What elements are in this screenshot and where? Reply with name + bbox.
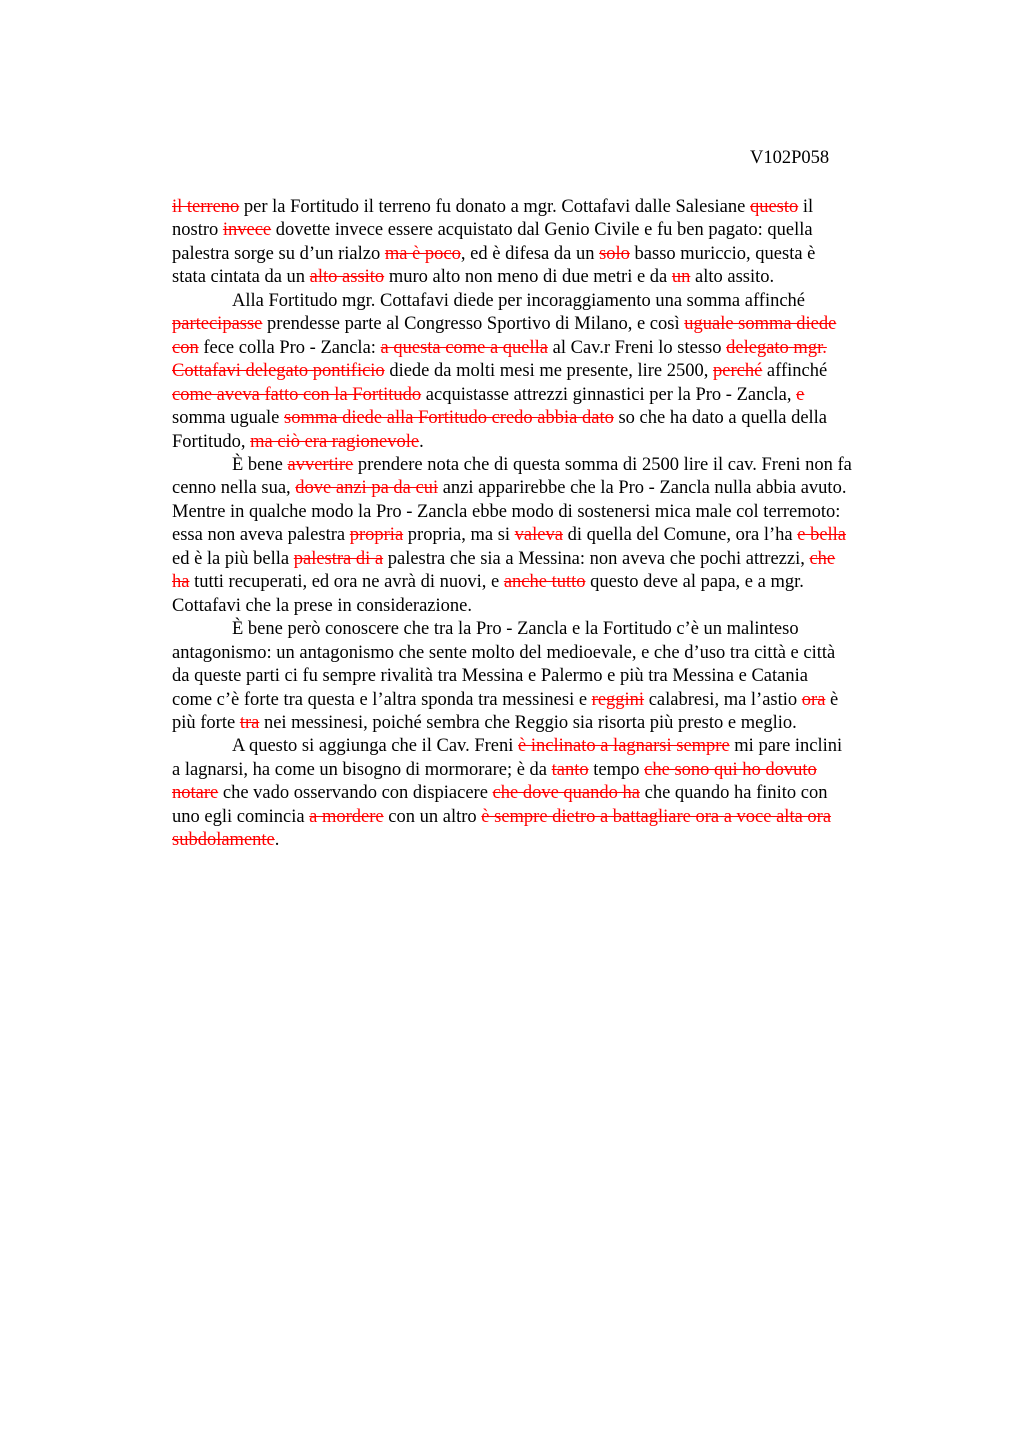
text-line	[172, 547, 835, 571]
text-segment: con un altro	[383, 806, 482, 827]
deleted-text: palestra di a	[293, 548, 384, 569]
text-segment: prendesse parte al Congresso Sportivo di Milano, e così	[262, 314, 685, 335]
text-line	[172, 805, 831, 829]
text-segment: fece colla Pro - Zancla:	[198, 337, 381, 358]
text-segment: che vado osservando con dispiacere	[218, 783, 493, 804]
text-segment: il	[798, 197, 814, 217]
text-segment: cenno nella sua,	[172, 478, 296, 499]
deleted-text: con	[172, 337, 199, 358]
document-id: V102P058	[750, 148, 830, 168]
deleted-text: avvertire	[287, 454, 354, 475]
text-segment: palestra che sia a Messina: non aveva che pochi attrezzi,	[383, 548, 810, 569]
text-segment: calabresi, ma l’astio	[644, 689, 802, 710]
text-segment: Cottafavi che la prese in considerazione.	[172, 595, 472, 616]
text-segment: palestra sorge su d’un rialzo	[172, 243, 385, 264]
deleted-text: tra	[239, 712, 260, 733]
deleted-text: un	[671, 267, 691, 288]
text-line	[172, 359, 827, 383]
deleted-text: notare	[172, 783, 219, 804]
text-segment: nostro	[172, 220, 223, 241]
text-segment: muro alto non meno di due metri e da	[384, 267, 672, 288]
text-line	[232, 734, 842, 758]
text-line	[172, 828, 279, 852]
text-segment: mi pare inclini	[729, 736, 843, 757]
text-segment: prendere nota che di questa somma di 2500 lire il cav. Freni non fa	[353, 454, 852, 475]
deleted-text: e bella	[797, 525, 847, 546]
deleted-text: partecipasse	[172, 314, 263, 335]
text-line	[232, 617, 799, 641]
text-segment: È bene	[232, 454, 288, 475]
text-segment: .	[274, 830, 280, 851]
deleted-text: è inclinato a lagnarsi sempre	[518, 736, 730, 757]
text-line	[232, 289, 805, 313]
text-segment: Mentre in qualche modo la Pro - Zancla ebbe modo di sostenersi mica male col terremoto:	[172, 501, 841, 522]
deleted-text: valeva	[514, 525, 563, 546]
text-segment: a lagnarsi, ha come un bisogno di mormorare; è da	[172, 759, 552, 780]
text-segment: tutti recuperati, ed ora ne avrà di nuovi, e	[189, 572, 504, 593]
text-segment: somma uguale	[172, 408, 285, 428]
text-line	[172, 265, 774, 289]
deleted-text: come aveva fatto con la Fortitudo	[172, 384, 422, 405]
text-segment: affinché	[762, 361, 828, 382]
text-line	[172, 758, 817, 782]
text-segment: questo deve al papa, e a mgr.	[585, 572, 804, 593]
deleted-text: subdolamente	[172, 830, 275, 851]
text-segment: È bene però conoscere che tra la Pro - Zancla e la Fortitudo c’è un malinteso	[232, 619, 799, 640]
text-segment: stata cintata da un	[172, 267, 310, 288]
text-segment: Alla Fortitudo mgr. Cottafavi diede per incoraggiamento una somma affinché	[232, 290, 806, 311]
text-line	[172, 242, 815, 266]
deleted-text: dove anzi pa da cui	[295, 478, 439, 499]
text-segment: di quella del Comune, ora l’ha	[562, 525, 798, 546]
deleted-text: questo	[749, 197, 799, 217]
deleted-text: che dove quando ha	[492, 783, 640, 804]
deleted-text: a questa come a quella	[380, 337, 548, 358]
text-segment: al Cav.r Freni lo stesso	[548, 337, 727, 358]
text-segment: basso muriccio, questa è	[629, 243, 816, 264]
text-segment: propria, ma si	[403, 525, 515, 546]
text-segment: dovette invece essere acquistato dal Genio Civile e fu ben pagato: quella	[271, 220, 813, 241]
text-segment: acquistasse attrezzi ginnastici per la Pro - Zancla,	[421, 384, 797, 405]
text-line	[172, 218, 813, 242]
deleted-text: alto assito	[309, 267, 385, 288]
text-segment: anzi apparirebbe che la Pro - Zancla nulla abbia avuto.	[438, 478, 847, 499]
text-line	[172, 570, 804, 594]
deleted-text: anche tutto	[503, 572, 586, 593]
deleted-text: delegato mgr.	[726, 337, 827, 358]
deleted-text: a mordere	[309, 806, 384, 827]
text-segment: nei messinesi, poiché sembra che Reggio sia risorta più presto e meglio.	[259, 712, 797, 733]
text-segment: tempo	[588, 759, 645, 780]
deleted-text: somma diede alla Fortitudo credo abbia dato	[284, 408, 614, 428]
deleted-text: è sempre dietro a battagliare ora a voce alta ora	[481, 806, 832, 827]
text-line	[172, 781, 828, 805]
text-line	[172, 688, 838, 712]
text-segment: A questo si aggiunga che il Cav. Freni	[232, 736, 519, 757]
text-segment: uno egli comincia	[172, 806, 310, 827]
deleted-text: reggini	[591, 689, 645, 710]
text-segment: diede da molti mesi me presente, lire 2500,	[384, 361, 713, 382]
text-segment: per la Fortitudo il terreno fu donato a mgr. Cottafavi dalle Salesiane	[239, 197, 750, 217]
deleted-text: che	[809, 548, 836, 569]
text-segment: che quando ha finito con	[639, 783, 828, 804]
deleted-text: uguale somma diede	[684, 314, 837, 335]
text-segment: Fortitudo,	[172, 431, 251, 452]
text-segment: , ed è difesa da un	[460, 243, 600, 264]
text-line	[172, 336, 827, 360]
deleted-text: ora	[801, 689, 826, 710]
deleted-text: ma ciò era ragionevole	[250, 431, 420, 452]
text-segment: da queste parti ci fu sempre rivalità tra Messina e Palermo e più tra Messina e Catania	[172, 666, 808, 686]
text-line	[172, 406, 827, 430]
text-segment: antagonismo: un antagonismo che sente molto del medioevale, e che d’uso tra città e città	[172, 642, 836, 663]
deleted-text: propria	[349, 525, 404, 546]
text-line	[172, 664, 808, 688]
deleted-text: tanto	[551, 759, 589, 780]
deleted-text: ma è poco	[384, 243, 461, 264]
text-line	[172, 383, 804, 407]
deleted-text: ha	[172, 572, 190, 593]
text-line	[172, 711, 797, 735]
text-line	[172, 312, 836, 336]
deleted-text: Cottafavi delegato pontificio	[172, 361, 385, 382]
deleted-text: perché	[712, 361, 763, 382]
text-line	[172, 476, 846, 500]
text-segment: alto assito.	[690, 267, 775, 288]
text-segment: è	[825, 689, 839, 710]
deleted-text: e	[796, 384, 805, 405]
text-line	[172, 641, 835, 665]
text-segment: essa non aveva palestra	[172, 525, 350, 546]
text-line	[172, 594, 472, 618]
text-segment: so che ha dato a quella della	[613, 408, 828, 428]
deleted-text: solo	[599, 243, 630, 264]
text-segment: ed è la più bella	[172, 548, 294, 569]
text-segment: più forte	[172, 712, 240, 733]
text-segment: come c’è forte tra questa e l’altra sponda tra messinesi e	[172, 689, 592, 710]
text-line	[232, 453, 852, 477]
text-line	[172, 430, 424, 454]
deleted-text: il terreno	[172, 197, 240, 217]
deleted-text: che sono qui ho dovuto	[644, 759, 817, 780]
deleted-text: invece	[222, 220, 272, 241]
text-line	[172, 523, 846, 547]
text-line	[172, 195, 813, 219]
text-line	[172, 500, 840, 524]
text-segment: .	[419, 431, 424, 452]
